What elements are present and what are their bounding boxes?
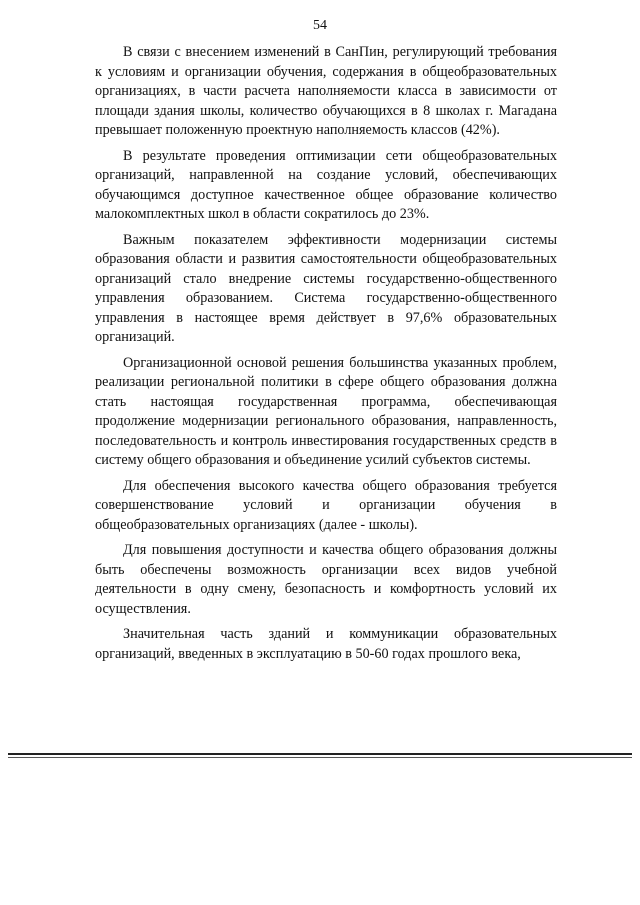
paragraph-buildings: Значительная часть зданий и коммуникации образовательных организаций, введенных в эксплуатацию в 50-60 годах прошлого века, <box>95 626 557 662</box>
footer-divider <box>8 753 632 755</box>
document-body <box>95 43 557 670</box>
paragraph-quality: Для обеспечения высокого качества общего образования требуется совершенствование условий и организации обучения в общеобразовательных организациях (далее - школы). <box>95 477 557 533</box>
paragraph-state-program: Организационной основой решения большинства указанных проблем, реализации региональной политики в сфере общего образования должна стать настоящая государственная программа, обеспечивающая продолжение модернизации регионального образования, направленность, последовательность и контроль инвестирования государственных средств в систему общего образования и объединение усилий субъектов системы. <box>95 354 557 468</box>
paragraph-governance: Важным показателем эффективности модернизации системы образования области и развития самостоятельности общеобразовательных организаций стало внедрение системы государственно-общественного управления образованием. Система государственно-общественного управления в настоящее время действует в 97,6% образовательных организаций. <box>95 231 557 345</box>
page-number: 54 <box>313 18 327 33</box>
paragraph-sanpin: В связи с внесением изменений в СанПин, регулирующий требования к условиям и организации обучения, содержания в общеобразовательных организациях, в части расчета наполняемости класса в зависимости от площади здания школы, количество обучающихся в 8 школах г. Магадана превышает положенную проектную наполняемость классов (42%). <box>95 44 557 138</box>
paragraph-optimization: В результате проведения оптимизации сети общеобразовательных организаций, направленной на создание условий, обеспечивающих обучающимся доступное качественное общее образование количество малокомплектных школ в области сократилось до 23%. <box>95 147 557 222</box>
paragraph-accessibility: Для повышения доступности и качества общего образования должны быть обеспечены возможность организации всех видов учебной деятельности в одну смену, безопасность и комфортность условий их осуществления. <box>95 542 557 617</box>
footer-divider-thin <box>8 757 632 758</box>
